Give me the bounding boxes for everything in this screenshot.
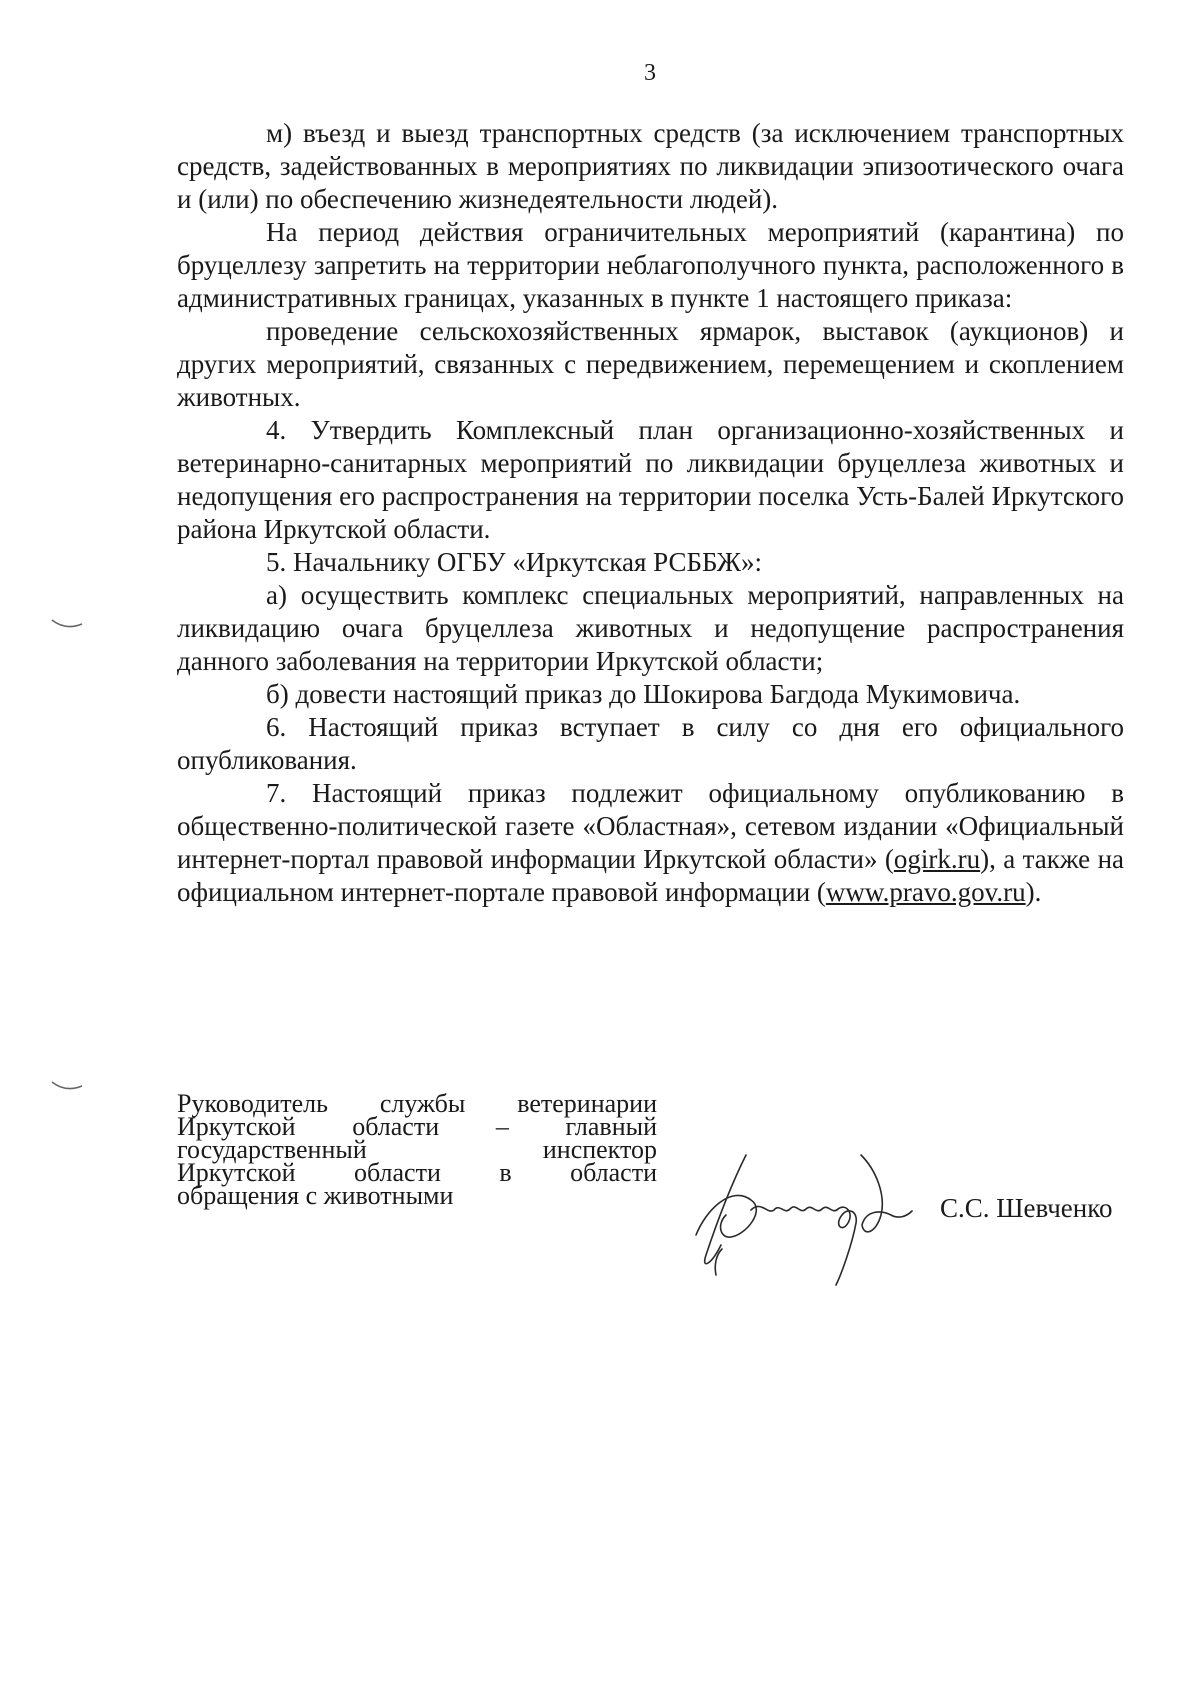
signatory-position <box>177 1089 657 1210</box>
signer-name: С.С. Шевченко <box>940 1193 1113 1223</box>
position-line: Иркутской области в области <box>177 1158 657 1187</box>
document-body <box>177 117 1124 909</box>
paragraph-7-text-middle: ), а также на официальном интернет-портале правовой информации ( <box>177 844 1124 907</box>
paragraph-7-text-before: 7. Настоящий приказ подлежит официальному опубликованию в общественно-политической газете «Областная», сетевом издании «Официальный интернет-портал правовой информации Иркутской области» ( <box>177 778 1124 874</box>
scan-mark-decoration <box>50 1080 84 1092</box>
paragraph-fairs-ban: проведение сельскохозяйственных ярмарок, выставок (аукционов) и других мероприятий, связанных с передвижением, перемещением и скоплением животных. <box>177 316 1124 412</box>
paragraph-6: 6. Настоящий приказ вступает в силу со дня его официального опубликования. <box>177 712 1124 775</box>
paragraph-7-text-after: ). <box>1025 877 1042 907</box>
paragraph-4: 4. Утвердить Комплексный план организационно-хозяйственных и ветеринарно-санитарных мероприятий по ликвидации бруцеллеза животных и недопущения его распространения на территории поселка Усть-Балей Иркутского района Иркутской области. <box>177 415 1124 544</box>
paragraph-5b: б) довести настоящий приказ до Шокирова Багдода Мукимовича. <box>266 679 1021 709</box>
paragraph-item-m: м) въезд и выезд транспортных средств (за исключением транспортных средств, задействованных в мероприятиях по ликвидации эпизоотического очага и (или) по обеспечению жизнедеятельности людей). <box>177 118 1124 214</box>
paragraph-quarantine-ban: На период действия ограничительных мероприятий (карантина) по бруцеллезу запретить на территории неблагополучного пункта, расположенного в административных границах, указанных в пункте 1 настоящего приказа: <box>177 217 1124 313</box>
link-ogirk[interactable]: ogirk.ru <box>893 844 981 874</box>
page-number: 3 <box>644 60 656 86</box>
paragraph-5a: а) осуществить комплекс специальных мероприятий, направленных на ликвидацию очага бруцеллеза животных и недопущение распространения данного заболевания на территории Иркутской области; <box>177 580 1124 676</box>
position-line: Руководитель службы ветеринарии <box>177 1089 657 1118</box>
link-pravo[interactable]: www.pravo.gov.ru <box>825 877 1026 907</box>
position-line: обращения с животными <box>177 1181 454 1210</box>
handwritten-signature-icon <box>676 1115 936 1295</box>
position-line: государственный инспектор <box>177 1135 657 1164</box>
position-line: Иркутской области – главный <box>177 1112 657 1141</box>
scan-mark-decoration <box>50 618 84 630</box>
paragraph-7 <box>177 777 1124 909</box>
paragraph-5: 5. Начальнику ОГБУ «Иркутская РСББЖ»: <box>266 547 762 577</box>
